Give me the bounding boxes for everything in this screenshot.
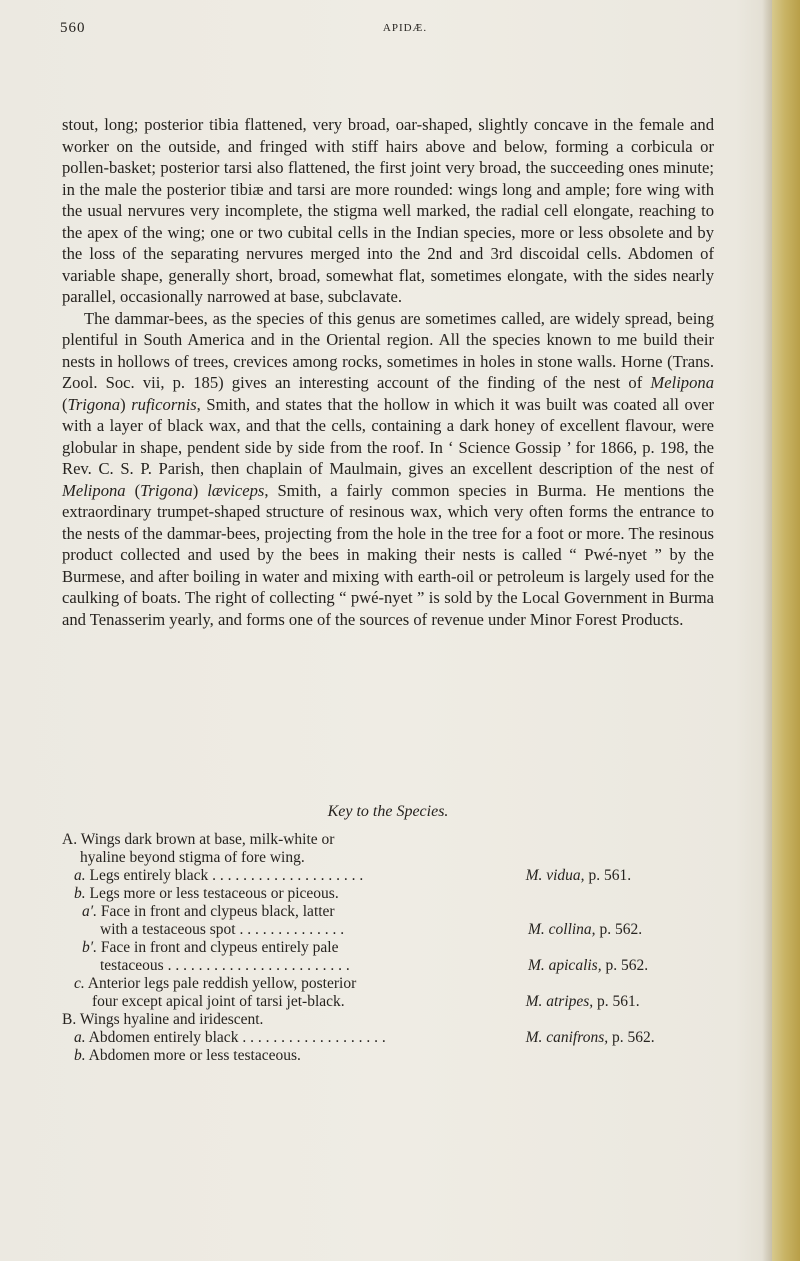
species-ref: M. atripes, xyxy=(525,993,594,1010)
key-entry: A. Wings dark brown at base, milk-white or hyaline beyond stigma of fore wing. xyxy=(62,831,335,866)
species-key xyxy=(62,831,718,1065)
key-title: Key to the Species. xyxy=(327,803,449,820)
paragraph-2: The dammar-bees, as the species of this genus are sometimes called, are widely spread, being plentiful in South America and in the Oriental region. All the species known to me build their nests in hollows of trees, crevices among rocks, sometimes in holes in stone walls. Horne (Trans. Zool. Soc. vii, p. 185) gives an interesting account of the finding of the nest of Melipona (Trigona) ruficornis, Smith, and states that the hollow in which it was built was coated all over with a layer of black wax, and that the cells, containing a dark honey of excellent flavour, were globular in shape, pendent side by side from the roof. In ‘ Science Gossip ’ for 1866, p. 198, the Rev. C. S. P. Parish, then chaplain of Maulmain, gives an excellent description of the nest of Melipona (Trigona) læviceps, Smith, a fairly common species in Burma. He mentions the extraordinary trumpet-shaped structure of resinous wax, which very often forms the entrance to the nests of the dammar-bees, projecting from the hole in the tree for a foot or more. The resinous product collected and used by the bees in making their nests is called “ Pwé-nyet ” by the Burmese, and after boiling in water and mixing with earth-oil or petroleum is largely used for the caulking of boats. The right of collecting “ pwé-nyet ” is sold by the Local Government in Burma and Tenasserim yearly, and forms one of the sources of revenue under Minor Forest Products. xyxy=(62,308,714,629)
key-entry: a. Legs entirely black . . . . . . . . . . . . . . . . . . . . M. vidua, p. 561. xyxy=(74,867,632,884)
key-entry: c. Anterior legs pale reddish yellow, posterior four except apical joint of tarsi jet-black. M. atripes, p. 561. xyxy=(74,975,640,1010)
page-edge xyxy=(772,0,800,1261)
key-entry: b. Abdomen more or less testaceous. xyxy=(74,1047,301,1064)
species-name: læviceps xyxy=(207,480,265,500)
key-entry: b. Legs more or less testaceous or piceous. xyxy=(74,885,339,902)
paragraph-1: stout, long; posterior tibia flattened, very broad, oar-shaped, slightly concave in the female and worker on the outside, and fringed with stiff hairs above and below, forming a corbicula or pollen-basket; posterior tarsi also flattened, the first joint very broad, the succeeding ones minute; in the male the posterior tibiæ and tarsi are more rounded: wings long and ample; fore wing with the usual nervures very incomplete, the stigma well marked, the radial cell elongate, reaching to the apex of the wing; one or two cubital cells in the Indian species, more or less obsolete and by the loss of the separating nervures merged into the 2nd and 3rd discoidal cells. Abdomen of variable shape, generally short, broad, somewhat flat, sometimes elongate, with the sides nearly parallel, occasionally narrowed at base, subclavate. xyxy=(62,115,714,306)
key-entry: a. Abdomen entirely black . . . . . . . . . . . . . . . . . . . M. canifrons, p. 562. xyxy=(74,1029,655,1046)
page-number: 560 xyxy=(60,20,86,36)
species-ref: M. apicalis, xyxy=(527,957,602,974)
body-text xyxy=(62,114,714,630)
running-title: APIDÆ. xyxy=(382,22,428,34)
species-ref: M. canifrons, xyxy=(525,1029,609,1046)
genus-name: Melipona xyxy=(62,480,126,500)
subgenus-name: Trigona xyxy=(67,394,121,414)
key-entry: a′. Face in front and clypeus black, latter with a testaceous spot . . . . . . . . . . . . . . M. collina, p. 562. xyxy=(82,903,643,938)
page-header xyxy=(60,20,750,44)
key-entry: b′. Face in front and clypeus entirely pale testaceous . . . . . . . . . . . . . . . . . . . . . . . . M. apicalis, p. 562. xyxy=(82,939,649,974)
species-ref: M. collina, xyxy=(527,921,596,938)
key-entry: B. Wings hyaline and iridescent. xyxy=(62,1011,264,1028)
page-gutter-shadow xyxy=(762,0,772,1261)
genus-name: Melipona xyxy=(650,373,714,392)
species-name: ruficornis xyxy=(131,394,197,414)
subgenus-name: Trigona xyxy=(140,480,193,500)
species-ref: M. vidua, xyxy=(525,867,585,884)
